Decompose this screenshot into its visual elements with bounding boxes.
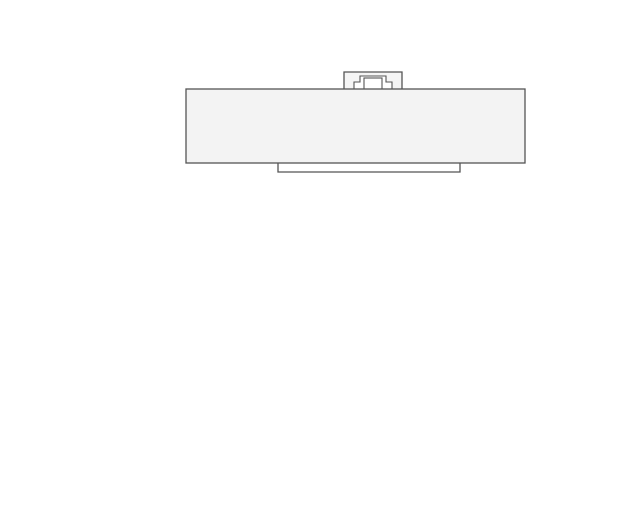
- connector-diagram: [0, 0, 632, 200]
- connector-shell: [186, 89, 525, 163]
- connector-bottom-tab: [278, 163, 460, 172]
